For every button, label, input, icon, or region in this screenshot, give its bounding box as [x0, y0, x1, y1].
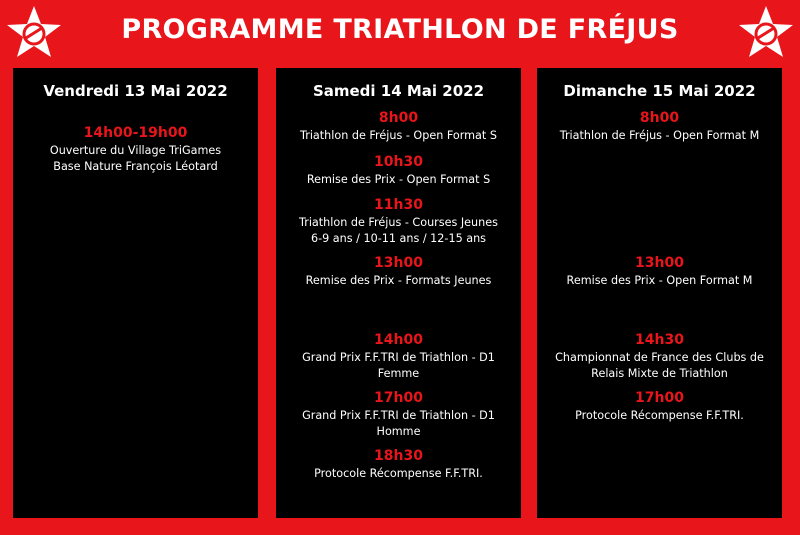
event [17, 124, 254, 174]
event-time: 13h00 [374, 255, 423, 271]
event-line: Triathlon de Fréjus - Open Format S [300, 129, 497, 142]
event-line: Remise des Prix - Open Format M [566, 274, 753, 287]
star-logo-icon [736, 4, 796, 60]
event-line: Ouverture du Village TriGames [49, 144, 222, 157]
event [541, 389, 778, 424]
event-time: 17h00 [374, 390, 423, 406]
day-title: Dimanche 15 Mai 2022 [563, 82, 756, 100]
header [0, 0, 800, 62]
event-time: 8h00 [639, 110, 680, 126]
event [280, 447, 517, 482]
day-column-friday [13, 68, 258, 518]
event-desc [541, 128, 778, 144]
event-line: Triathlon de Fréjus - Open Format M [559, 129, 760, 142]
event [541, 254, 778, 289]
event-time: 14h00-19h00 [83, 125, 188, 141]
event [280, 153, 517, 188]
event [280, 196, 517, 246]
event-line: Remise des Prix - Formats Jeunes [305, 274, 492, 287]
event-time: 18h30 [374, 448, 423, 464]
event-line: Protocole Récompense F.F.TRI. [314, 467, 483, 480]
event-desc [280, 128, 517, 144]
event-time: 14h30 [635, 332, 684, 348]
day-title: Samedi 14 Mai 2022 [312, 82, 485, 100]
event-time: 8h00 [378, 110, 419, 126]
event-line: Grand Prix F.F.TRI de Triathlon - D1 [302, 351, 495, 364]
event [280, 109, 517, 144]
event-desc [541, 350, 778, 381]
event-line: Triathlon de Fréjus - Courses Jeunes [299, 216, 498, 229]
event-line: Remise des Prix - Open Format S [306, 173, 491, 186]
event-line: Femme [377, 366, 420, 380]
event-line: Homme [376, 424, 421, 438]
event [280, 331, 517, 381]
event [541, 331, 778, 381]
event-time: 17h00 [635, 390, 684, 406]
event-time: 14h00 [374, 332, 423, 348]
day-title: Vendredi 13 Mai 2022 [43, 82, 228, 100]
event-desc [280, 350, 517, 381]
event [280, 254, 517, 289]
event-line: Grand Prix F.F.TRI de Triathlon - D1 [302, 409, 495, 422]
event-desc [280, 466, 517, 482]
day-column-saturday [276, 68, 521, 518]
event-line: Base Nature François Léotard [53, 159, 218, 173]
event-desc [280, 172, 517, 188]
page-title: PROGRAMME TRIATHLON DE FRÉJUS [121, 14, 679, 45]
event-line: Relais Mixte de Triathlon [591, 366, 728, 380]
day-column-sunday [537, 68, 782, 518]
event [280, 389, 517, 439]
event-desc [541, 273, 778, 289]
event-line: Protocole Récompense F.F.TRI. [575, 409, 744, 422]
event-time: 13h00 [635, 255, 684, 271]
event-line: 6-9 ans / 10-11 ans / 12-15 ans [310, 231, 487, 245]
event [541, 109, 778, 144]
event-desc [280, 408, 517, 439]
event-desc [280, 215, 517, 246]
event-desc [541, 408, 778, 424]
event-desc [280, 273, 517, 289]
event-time: 10h30 [374, 154, 423, 170]
event-line: Championnat de France des Clubs de [555, 351, 764, 364]
event-time: 11h30 [374, 197, 423, 213]
event-desc [17, 143, 254, 174]
